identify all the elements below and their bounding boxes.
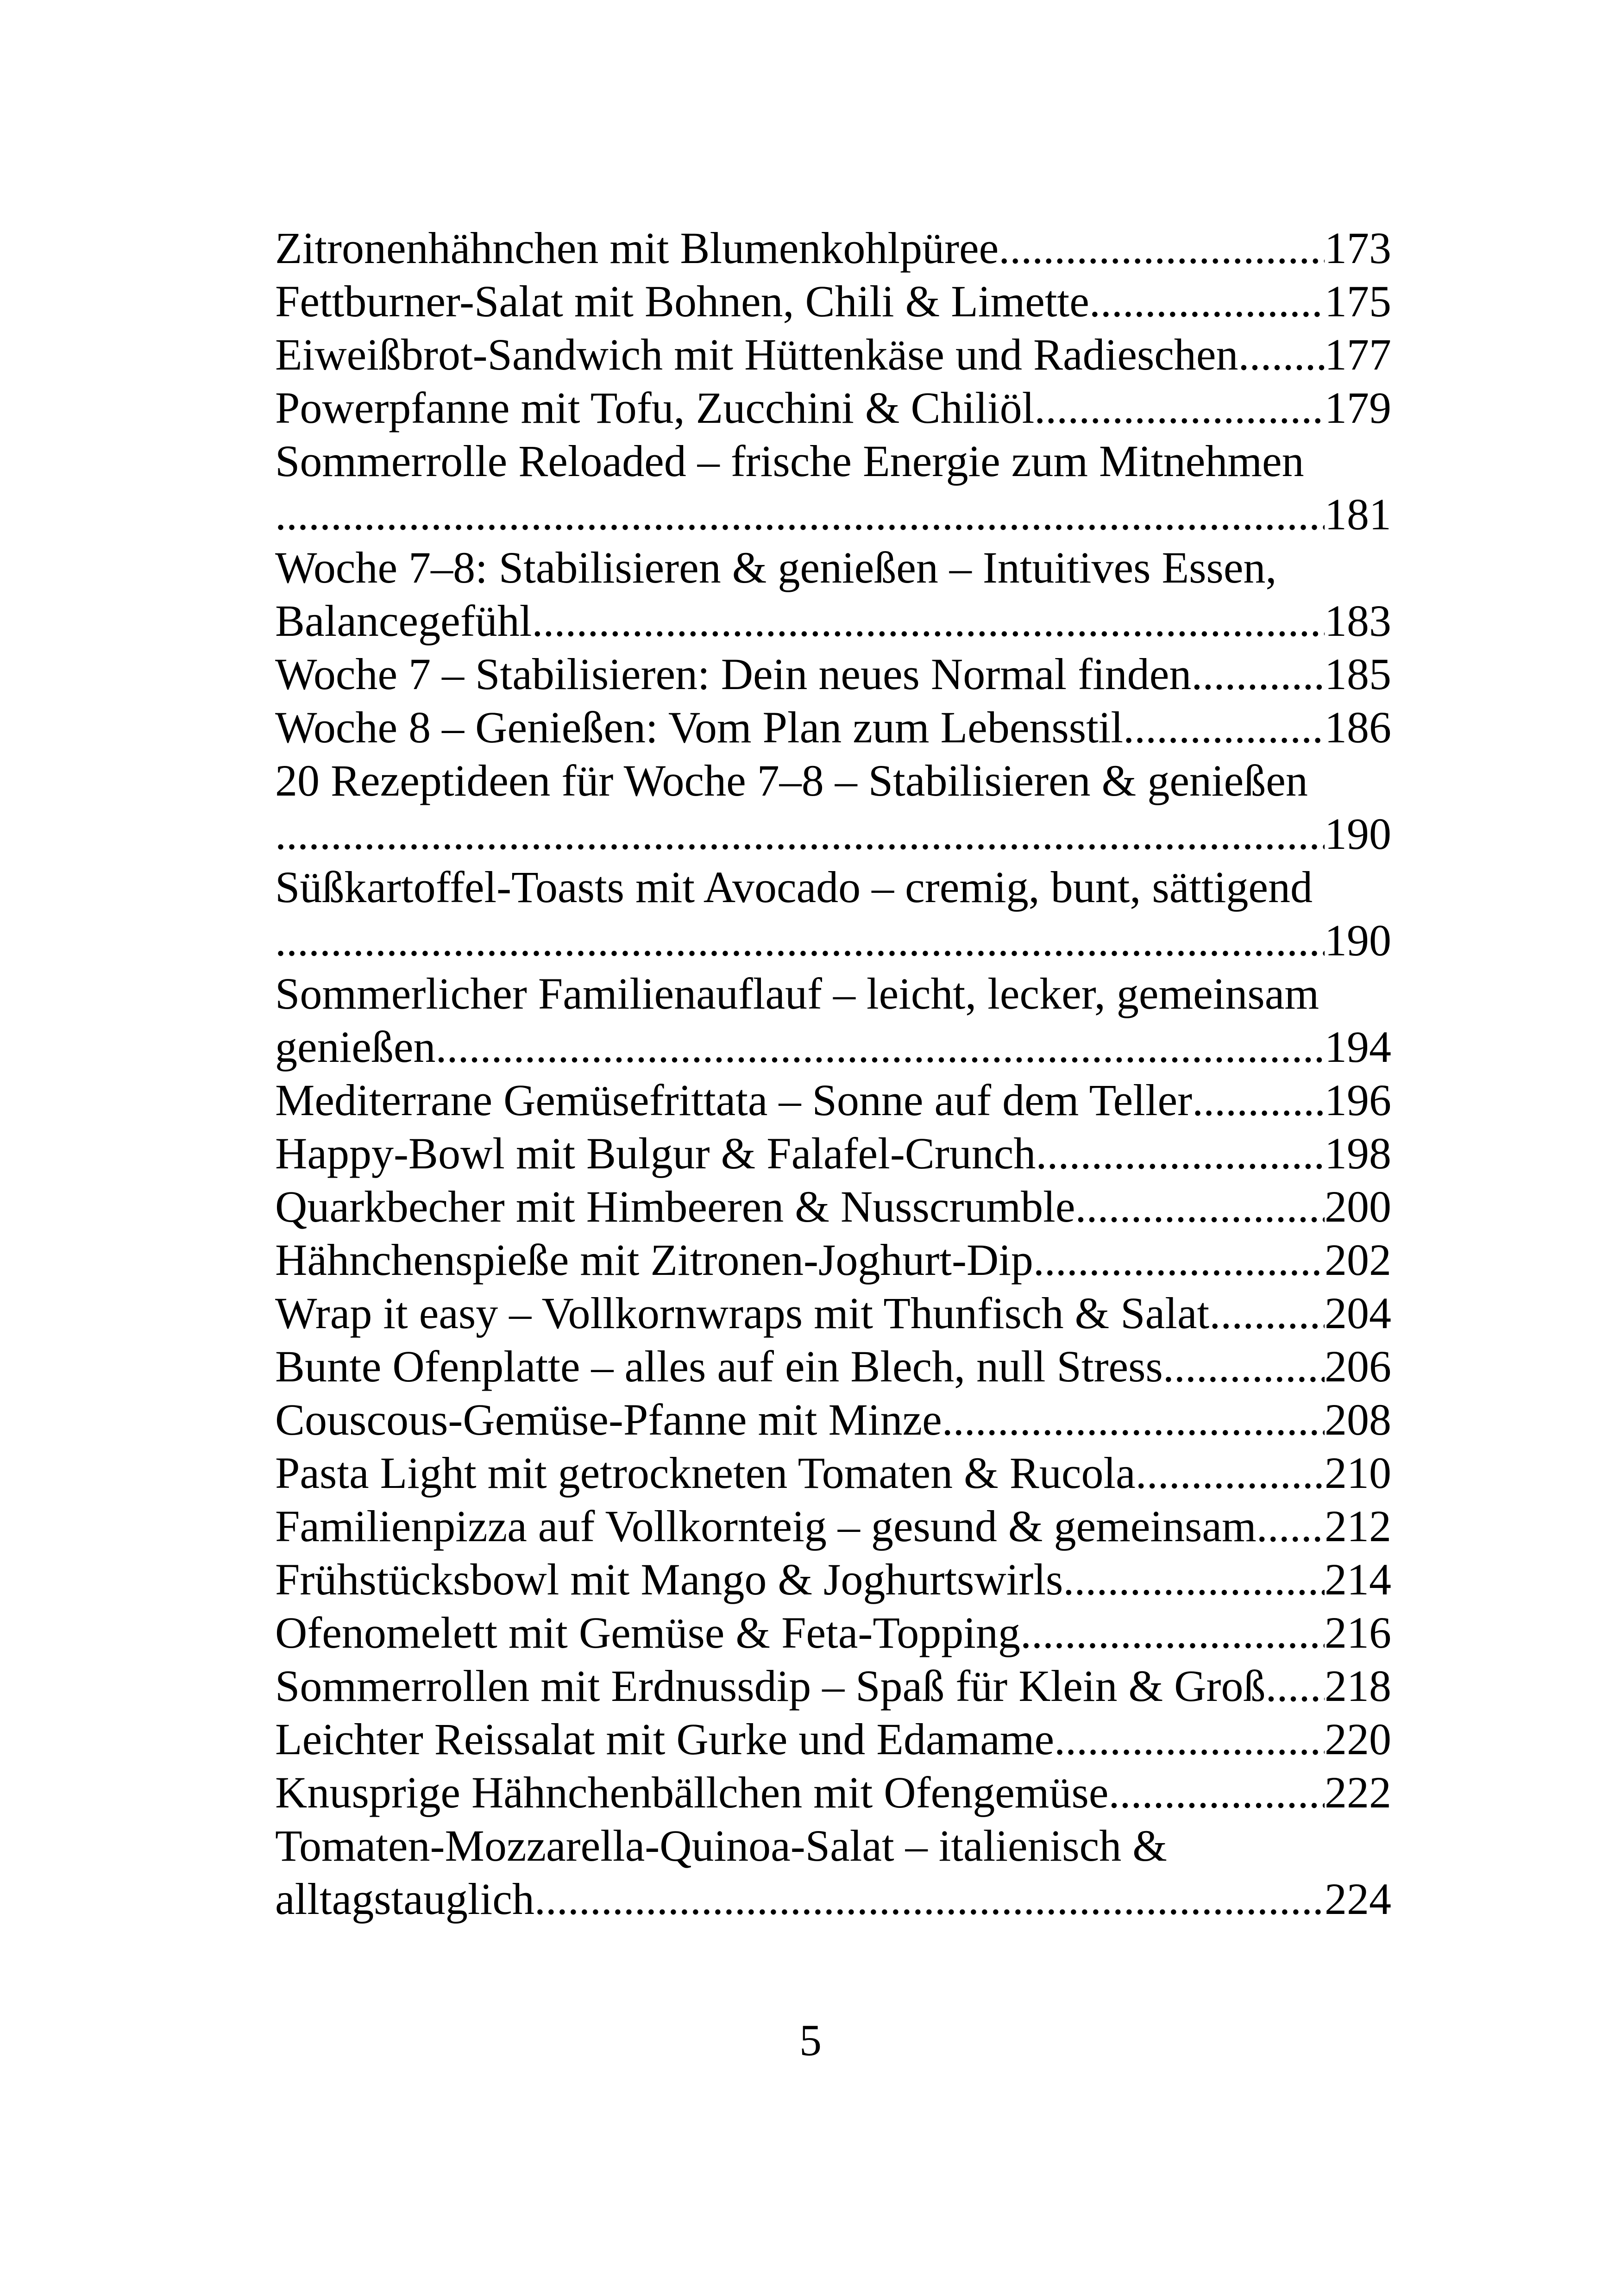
- dot-leader: [1265, 1659, 1325, 1713]
- toc-entry-title: Süßkartoffel-Toasts mit Avocado – cremig, bunt, sättigend: [275, 862, 1313, 912]
- dot-leader: [532, 594, 1325, 647]
- toc-page-number: 206: [1325, 1342, 1391, 1391]
- toc-entry-line: [275, 1713, 1391, 1766]
- dot-leader: [534, 1872, 1325, 1926]
- dot-leader: [1257, 1499, 1325, 1553]
- toc-page-number: 190: [1325, 916, 1391, 965]
- toc-page-number: 177: [1325, 330, 1391, 379]
- dot-leader: [1054, 1713, 1325, 1766]
- dot-leader: [1089, 275, 1325, 328]
- dot-leader: [1191, 647, 1325, 701]
- toc-entry-line: [275, 807, 1391, 860]
- toc-entry: [275, 381, 1391, 434]
- toc-entry-line: [275, 1020, 1391, 1073]
- table-of-contents: [275, 221, 1391, 1926]
- toc-entry-line: [275, 1286, 1391, 1340]
- toc-page-number: 194: [1325, 1022, 1391, 1072]
- toc-entry-line: [275, 701, 1391, 754]
- toc-page-number: 212: [1325, 1501, 1391, 1551]
- toc-entry-line: [275, 488, 1391, 541]
- toc-page-number: 204: [1325, 1288, 1391, 1338]
- dot-leader: [1033, 1233, 1325, 1286]
- toc-entry-title: Fettburner-Salat mit Bohnen, Chili & Limette: [275, 276, 1089, 326]
- dot-leader: [1034, 381, 1325, 434]
- toc-entry-title: Couscous-Gemüse-Pfanne mit Minze: [275, 1395, 942, 1444]
- toc-entry: [275, 1340, 1391, 1393]
- page-number: 5: [799, 2015, 822, 2065]
- toc-entry-line: [275, 1553, 1391, 1606]
- toc-entry-line: [275, 1180, 1391, 1233]
- toc-entry-title: Frühstücksbowl mit Mango & Joghurtswirls: [275, 1555, 1063, 1604]
- toc-page-number: 181: [1325, 489, 1391, 539]
- toc-entry: [275, 434, 1391, 541]
- toc-page-number: 216: [1325, 1608, 1391, 1657]
- toc-entry: [275, 1127, 1391, 1180]
- toc-entry: [275, 1713, 1391, 1766]
- dot-leader: [999, 221, 1325, 275]
- toc-entry-title: genießen: [275, 1022, 436, 1072]
- toc-entry: [275, 1606, 1391, 1659]
- toc-entry: [275, 1553, 1391, 1606]
- toc-entry-title: Balancegefühl: [275, 596, 532, 646]
- toc-entry: [275, 1446, 1391, 1499]
- toc-entry-title: Woche 7–8: Stabilisieren & genießen – Intuitives Essen,: [275, 543, 1277, 592]
- toc-entry-title: Pasta Light mit getrockneten Tomaten & Rucola: [275, 1448, 1136, 1498]
- toc-entry-line: [275, 221, 1391, 275]
- dot-leader: [275, 914, 1325, 967]
- toc-entry: [275, 221, 1391, 275]
- toc-entry-line: [275, 860, 1391, 914]
- toc-entry-title: Hähnchenspieße mit Zitronen-Joghurt-Dip: [275, 1235, 1033, 1285]
- dot-leader: [942, 1393, 1325, 1446]
- toc-page-number: 218: [1325, 1661, 1391, 1711]
- toc-entry-title: Knusprige Hähnchenbällchen mit Ofengemüse: [275, 1768, 1109, 1817]
- dot-leader: [275, 488, 1325, 541]
- toc-entry-title: Woche 8 – Genießen: Vom Plan zum Lebensstil: [275, 703, 1124, 752]
- toc-page-number: 185: [1325, 649, 1391, 699]
- toc-entry-title: 20 Rezeptideen für Woche 7–8 – Stabilisieren & genießen: [275, 756, 1308, 805]
- toc-page-number: 175: [1325, 276, 1391, 326]
- dot-leader: [436, 1020, 1325, 1073]
- toc-entry-title: Familienpizza auf Vollkornteig – gesund & gemeinsam: [275, 1501, 1257, 1551]
- toc-page-number: 198: [1325, 1129, 1391, 1178]
- toc-entry-line: [275, 1340, 1391, 1393]
- toc-entry: [275, 541, 1391, 647]
- toc-entry-line: [275, 1127, 1391, 1180]
- toc-entry-line: [275, 1766, 1391, 1819]
- toc-entry-line: [275, 434, 1391, 488]
- toc-entry: [275, 275, 1391, 328]
- toc-entry-line: [275, 1446, 1391, 1499]
- toc-entry: [275, 1286, 1391, 1340]
- toc-entry-title: Sommerlicher Familienauflauf – leicht, lecker, gemeinsam: [275, 969, 1319, 1018]
- toc-entry-title: Woche 7 – Stabilisieren: Dein neues Normal finden: [275, 649, 1192, 699]
- toc-page-number: 179: [1325, 383, 1391, 433]
- toc-entry-title: Powerpfanne mit Tofu, Zucchini & Chiliöl: [275, 383, 1035, 433]
- toc-entry: [275, 1766, 1391, 1819]
- toc-entry-title: Zitronenhähnchen mit Blumenkohlpüree: [275, 223, 999, 273]
- toc-entry-line: [275, 1499, 1391, 1553]
- toc-entry-title: Quarkbecher mit Himbeeren & Nusscrumble: [275, 1182, 1075, 1231]
- toc-entry: [275, 1659, 1391, 1713]
- dot-leader: [1063, 1553, 1325, 1606]
- toc-page-number: 208: [1325, 1395, 1391, 1444]
- toc-entry-line: [275, 1233, 1391, 1286]
- toc-page-number: 196: [1325, 1075, 1391, 1125]
- dot-leader: [1163, 1340, 1325, 1393]
- toc-entry: [275, 1233, 1391, 1286]
- toc-entry: [275, 701, 1391, 754]
- toc-entry: [275, 1180, 1391, 1233]
- toc-entry-title: Tomaten-Mozzarella-Quinoa-Salat – italienisch &: [275, 1821, 1167, 1870]
- toc-entry-line: [275, 914, 1391, 967]
- dot-leader: [1108, 1766, 1325, 1819]
- toc-page-number: 210: [1325, 1448, 1391, 1498]
- toc-entry: [275, 754, 1391, 860]
- toc-entry-title: Happy-Bowl mit Bulgur & Falafel-Crunch: [275, 1129, 1036, 1178]
- toc-page-number: 190: [1325, 809, 1391, 859]
- toc-entry-title: Wrap it easy – Vollkornwraps mit Thunfisch & Salat: [275, 1288, 1210, 1338]
- toc-entry: [275, 1393, 1391, 1446]
- toc-entry-line: [275, 754, 1391, 807]
- toc-entry-line: [275, 1659, 1391, 1713]
- toc-entry-line: [275, 594, 1391, 647]
- toc-entry-title: Eiweißbrot-Sandwich mit Hüttenkäse und Radieschen: [275, 330, 1238, 379]
- toc-page-number: 186: [1325, 703, 1391, 752]
- toc-entry-title: Bunte Ofenplatte – alles auf ein Blech, null Stress: [275, 1342, 1163, 1391]
- toc-page-number: 224: [1325, 1874, 1391, 1924]
- toc-entry: [275, 967, 1391, 1073]
- toc-entry-line: [275, 1872, 1391, 1926]
- toc-entry-line: [275, 328, 1391, 381]
- toc-entry-line: [275, 1073, 1391, 1127]
- toc-entry-line: [275, 967, 1391, 1020]
- toc-entry-line: [275, 275, 1391, 328]
- toc-page-number: 183: [1325, 596, 1391, 646]
- toc-entry: [275, 860, 1391, 967]
- dot-leader: [1075, 1180, 1325, 1233]
- toc-page-number: 214: [1325, 1555, 1391, 1604]
- toc-entry-line: [275, 1819, 1391, 1872]
- toc-entry: [275, 1499, 1391, 1553]
- toc-entry-title: Sommerrolle Reloaded – frische Energie zum Mitnehmen: [275, 436, 1304, 486]
- toc-entry-line: [275, 1393, 1391, 1446]
- dot-leader: [1209, 1286, 1325, 1340]
- dot-leader: [1123, 701, 1325, 754]
- toc-page-number: 200: [1325, 1182, 1391, 1231]
- toc-page-number: 202: [1325, 1235, 1391, 1285]
- dot-leader: [1036, 1127, 1325, 1180]
- dot-leader: [1136, 1446, 1325, 1499]
- toc-entry: [275, 1819, 1391, 1926]
- toc-entry-line: [275, 541, 1391, 594]
- toc-entry: [275, 1073, 1391, 1127]
- toc-entry-title: Mediterrane Gemüsefrittata – Sonne auf dem Teller: [275, 1075, 1193, 1125]
- toc-page-number: 222: [1325, 1768, 1391, 1817]
- toc-entry-title: alltagstauglich: [275, 1874, 534, 1924]
- toc-entry-title: Leichter Reissalat mit Gurke und Edamame: [275, 1714, 1055, 1764]
- dot-leader: [1238, 328, 1325, 381]
- toc-entry-line: [275, 381, 1391, 434]
- dot-leader: [275, 807, 1325, 860]
- toc-page-number: 173: [1325, 223, 1391, 273]
- toc-entry-line: [275, 1606, 1391, 1659]
- toc-entry-title: Ofenomelett mit Gemüse & Feta-Topping: [275, 1608, 1020, 1657]
- dot-leader: [1020, 1606, 1325, 1659]
- dot-leader: [1192, 1073, 1325, 1127]
- toc-entry: [275, 647, 1391, 701]
- toc-page-number: 220: [1325, 1714, 1391, 1764]
- toc-entry-line: [275, 647, 1391, 701]
- toc-entry-title: Sommerrollen mit Erdnussdip – Spaß für Klein & Groß: [275, 1661, 1266, 1711]
- toc-entry: [275, 328, 1391, 381]
